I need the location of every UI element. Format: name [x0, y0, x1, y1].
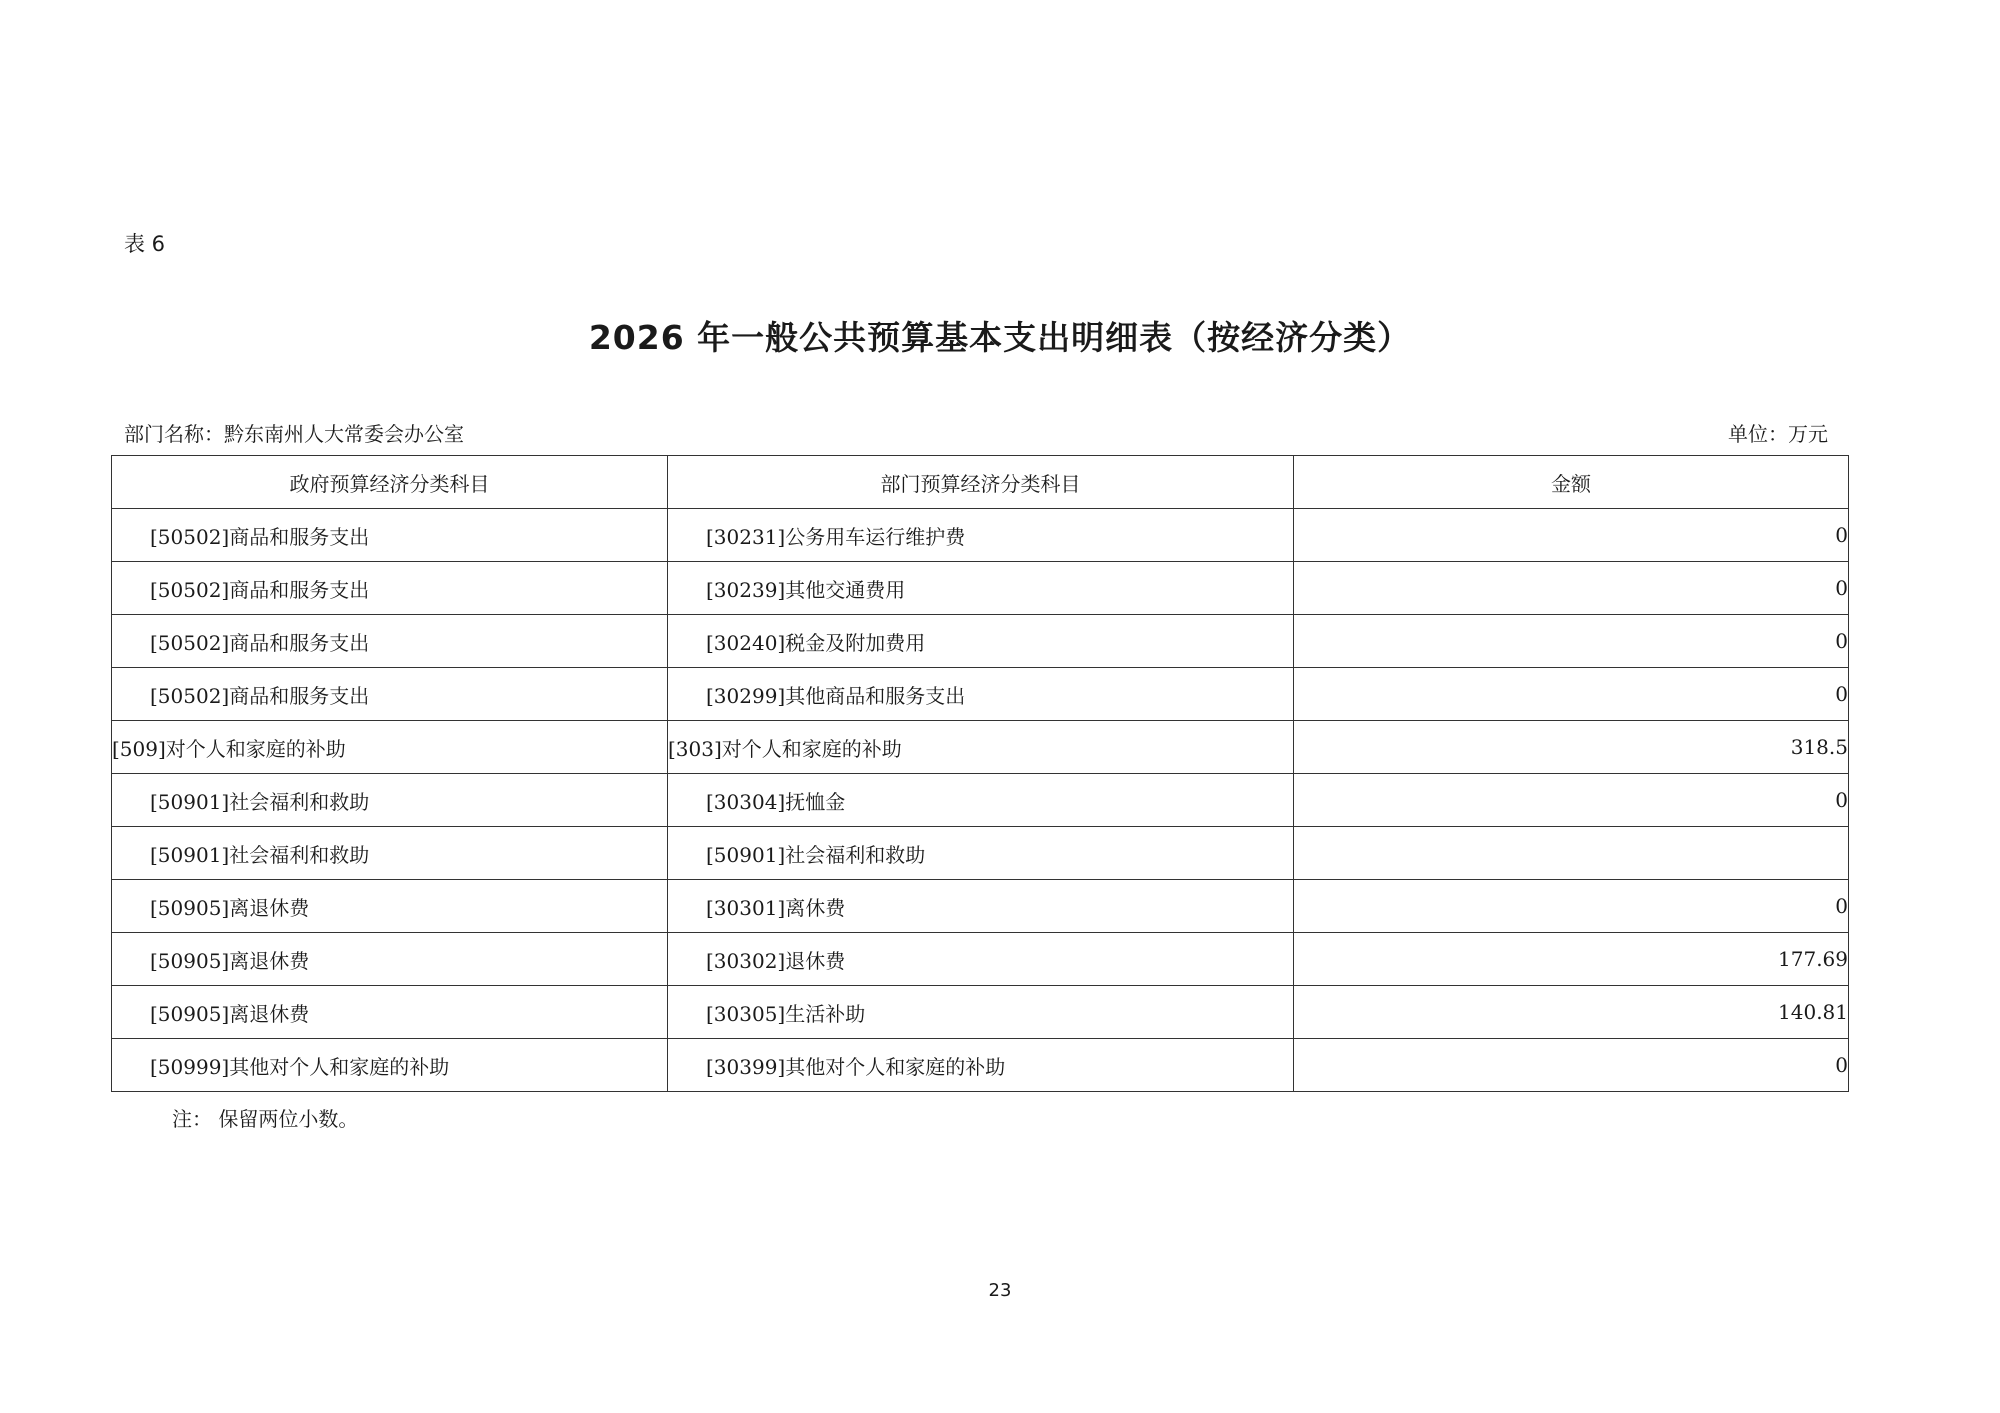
table-row [112, 880, 1849, 933]
amount-cell: 318.5 [1294, 721, 1849, 774]
table-row [112, 986, 1849, 1039]
gov-category-cell: [50999]其他对个人和家庭的补助 [112, 1039, 668, 1092]
amount-cell: 0 [1294, 1039, 1849, 1092]
header-gov-category: 政府预算经济分类科目 [112, 456, 668, 509]
table-row [112, 509, 1849, 562]
footnote: 注： 保留两位小数。 [172, 1107, 359, 1131]
gov-category-cell: [50901]社会福利和救助 [112, 774, 668, 827]
gov-category-cell: [50905]离退休费 [112, 933, 668, 986]
dept-category-cell: [30302]退休费 [668, 933, 1294, 986]
amount-cell: 0 [1294, 880, 1849, 933]
table-header-row [112, 456, 1849, 509]
dept-category-cell: [30399]其他对个人和家庭的补助 [668, 1039, 1294, 1092]
gov-category-cell: [509]对个人和家庭的补助 [112, 721, 668, 774]
header-dept-category: 部门预算经济分类科目 [668, 456, 1294, 509]
dept-category-cell: [30239]其他交通费用 [668, 562, 1294, 615]
dept-category-cell: [50901]社会福利和救助 [668, 827, 1294, 880]
amount-cell [1294, 827, 1849, 880]
table-row [112, 827, 1849, 880]
amount-cell: 0 [1294, 562, 1849, 615]
table-row [112, 933, 1849, 986]
page-title: 2026 年一般公共预算基本支出明细表（按经济分类） [588, 318, 1412, 357]
table-row [112, 668, 1849, 721]
amount-cell: 0 [1294, 615, 1849, 668]
gov-category-cell: [50502]商品和服务支出 [112, 668, 668, 721]
amount-cell: 140.81 [1294, 986, 1849, 1039]
amount-cell: 0 [1294, 774, 1849, 827]
gov-category-cell: [50502]商品和服务支出 [112, 509, 668, 562]
unit-label: 单位：万元 [1728, 422, 1828, 446]
amount-cell: 0 [1294, 668, 1849, 721]
table-row [112, 721, 1849, 774]
table-row [112, 774, 1849, 827]
gov-category-cell: [50502]商品和服务支出 [112, 615, 668, 668]
page-number: 23 [988, 1280, 1012, 1301]
department-name: 部门名称：黔东南州人大常委会办公室 [124, 422, 464, 446]
amount-cell: 0 [1294, 509, 1849, 562]
gov-category-cell: [50502]商品和服务支出 [112, 562, 668, 615]
header-amount: 金额 [1294, 456, 1849, 509]
dept-category-cell: [303]对个人和家庭的补助 [668, 721, 1294, 774]
gov-category-cell: [50905]离退休费 [112, 986, 668, 1039]
budget-table [111, 455, 1849, 1092]
amount-cell: 177.69 [1294, 933, 1849, 986]
dept-category-cell: [30301]离休费 [668, 880, 1294, 933]
table-row [112, 562, 1849, 615]
table-row [112, 1039, 1849, 1092]
gov-category-cell: [50905]离退休费 [112, 880, 668, 933]
gov-category-cell: [50901]社会福利和救助 [112, 827, 668, 880]
dept-category-cell: [30299]其他商品和服务支出 [668, 668, 1294, 721]
dept-category-cell: [30231]公务用车运行维护费 [668, 509, 1294, 562]
dept-category-cell: [30240]税金及附加费用 [668, 615, 1294, 668]
dept-category-cell: [30305]生活补助 [668, 986, 1294, 1039]
dept-category-cell: [30304]抚恤金 [668, 774, 1294, 827]
table-row [112, 615, 1849, 668]
table-label: 表 6 [124, 232, 166, 256]
